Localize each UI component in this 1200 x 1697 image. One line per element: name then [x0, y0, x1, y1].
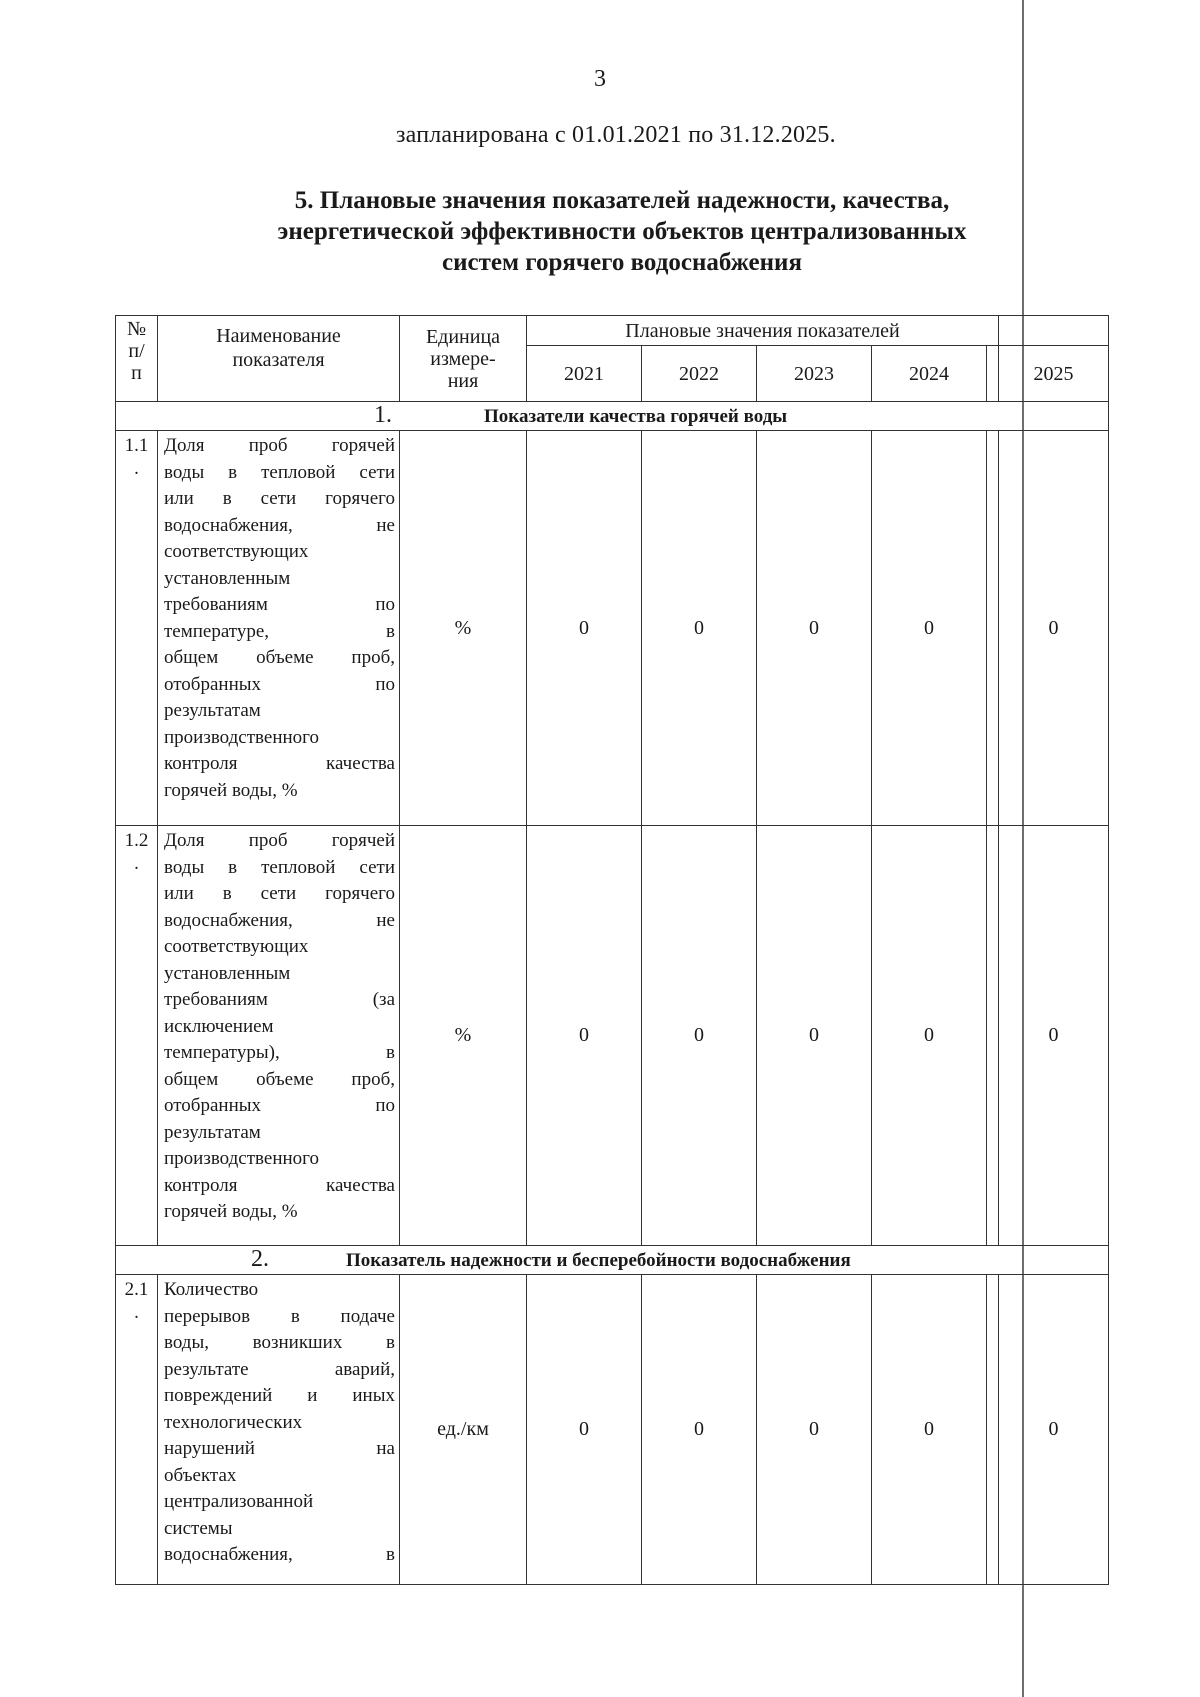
header-unit	[400, 316, 527, 402]
value-cell: 0	[757, 431, 872, 826]
name-line: результатам	[164, 700, 261, 721]
header-name-line: показателя	[232, 349, 325, 371]
name-line: общем объеме проб,	[164, 1068, 395, 1090]
name-line: или в сети горячего	[164, 488, 395, 509]
name-line: контроля качества	[164, 753, 395, 774]
header-year: 2025	[999, 346, 1109, 402]
name-line: производственного	[164, 1148, 319, 1169]
name-line: централизованной	[164, 1491, 314, 1512]
value-cell: 0	[757, 1275, 872, 1585]
header-name-line: Наименование	[216, 325, 341, 347]
row-number	[116, 431, 158, 826]
header-planned-values: Плановые значения показателей	[527, 316, 999, 346]
name-line: общем объеме проб,	[164, 647, 395, 668]
name-line: соответствующих	[164, 541, 309, 562]
section-title-line: 5. Плановые значения показателей надежности, качества,	[294, 187, 950, 214]
section-heading-text: Показатели качества горячей воды	[484, 406, 788, 427]
section-title	[212, 185, 1032, 278]
name-line: перерывов в подаче	[164, 1305, 395, 1327]
section-heading	[116, 1246, 1109, 1275]
header-number-line: п	[131, 362, 142, 384]
name-line: отобранных по	[164, 1095, 395, 1116]
name-line: производственного	[164, 726, 319, 748]
name-line: Доля проб горячей	[164, 830, 395, 851]
header-number-line: №	[126, 318, 147, 340]
unit-cell: %	[400, 431, 527, 826]
header-year: 2023	[757, 346, 872, 402]
name-line: нарушений на	[164, 1438, 395, 1459]
section-heading-text: Показатель надежности и бесперебойности водоснабжения	[346, 1250, 851, 1271]
section-heading	[116, 402, 1109, 431]
header-gap	[987, 346, 999, 402]
gap-cell	[987, 1275, 999, 1585]
name-line: объектах	[164, 1464, 237, 1486]
continuation-text: запланирована с 01.01.2021 по 31.12.2025.	[396, 122, 836, 148]
name-line: горячей воды, %	[164, 779, 298, 801]
name-line: воды, возникших в	[164, 1332, 395, 1353]
name-line: водоснабжения, не	[164, 909, 395, 931]
row-number-line: 1.2	[124, 830, 149, 851]
page-number: 3	[594, 66, 606, 92]
name-line: исключением	[164, 1015, 274, 1037]
name-line: результатам	[164, 1121, 261, 1143]
header-unit-line: измере-	[430, 347, 496, 370]
row-number	[116, 1275, 158, 1585]
unit-cell: %	[400, 826, 527, 1246]
row-number-line: .	[134, 458, 139, 479]
name-line: Количество	[164, 1279, 259, 1300]
name-line: результате аварий,	[164, 1358, 395, 1380]
name-line: установленным	[164, 567, 291, 589]
row-number-line: 2.1	[124, 1279, 149, 1300]
name-line: технологических	[164, 1411, 303, 1433]
value-cell: 0	[999, 1275, 1109, 1585]
header-blank	[999, 316, 1109, 346]
indicators-table	[115, 315, 1109, 1585]
row-number-line: .	[134, 1302, 139, 1323]
value-cell: 0	[872, 1275, 987, 1585]
name-line: системы	[164, 1517, 233, 1539]
header-number-line: п/	[128, 340, 145, 362]
value-cell: 0	[527, 1275, 642, 1585]
section-number: 2.	[251, 1246, 269, 1272]
gap-cell	[987, 826, 999, 1246]
header-unit-line: Единица	[425, 325, 501, 348]
name-line: требованиям (за	[164, 989, 395, 1010]
value-cell: 0	[999, 431, 1109, 826]
section-number: 1.	[374, 402, 392, 428]
value-cell: 0	[757, 826, 872, 1246]
row-number	[116, 826, 158, 1246]
row-number-line: .	[134, 853, 139, 874]
name-line: воды в тепловой сети	[164, 461, 395, 483]
name-line: температуры), в	[164, 1042, 395, 1063]
header-year: 2024	[872, 346, 987, 402]
value-cell: 0	[642, 1275, 757, 1585]
section-title-line: систем горячего водоснабжения	[442, 249, 802, 276]
indicator-name	[158, 1275, 400, 1585]
header-year: 2021	[527, 346, 642, 402]
indicator-name	[158, 826, 400, 1246]
value-cell: 0	[872, 826, 987, 1246]
value-cell: 0	[872, 431, 987, 826]
header-name	[158, 316, 400, 402]
indicator-name	[158, 431, 400, 826]
name-line: Доля проб горячей	[164, 435, 395, 456]
header-year: 2022	[642, 346, 757, 402]
value-cell: 0	[642, 826, 757, 1246]
gap-cell	[987, 431, 999, 826]
name-line: повреждений и иных	[164, 1385, 395, 1406]
section-title-line: энергетической эффективности объектов централизованных	[277, 218, 967, 245]
name-line: отобранных по	[164, 673, 395, 695]
name-line: температуре, в	[164, 620, 395, 642]
value-cell: 0	[642, 431, 757, 826]
name-line: воды в тепловой сети	[164, 856, 395, 878]
unit-cell: ед./км	[400, 1275, 527, 1585]
value-cell: 0	[527, 431, 642, 826]
name-line: горячей воды, %	[164, 1201, 298, 1222]
name-line: или в сети горячего	[164, 883, 395, 904]
header-number	[116, 316, 158, 402]
header-unit-line: ния	[447, 369, 479, 392]
name-line: водоснабжения, не	[164, 514, 395, 536]
name-line: водоснабжения, в	[164, 1544, 395, 1565]
value-cell: 0	[527, 826, 642, 1246]
row-number-line: 1.1	[124, 435, 149, 456]
value-cell: 0	[999, 826, 1109, 1246]
name-line: требованиям по	[164, 594, 395, 615]
name-line: соответствующих	[164, 936, 309, 957]
name-line: контроля качества	[164, 1174, 395, 1196]
name-line: установленным	[164, 962, 291, 984]
